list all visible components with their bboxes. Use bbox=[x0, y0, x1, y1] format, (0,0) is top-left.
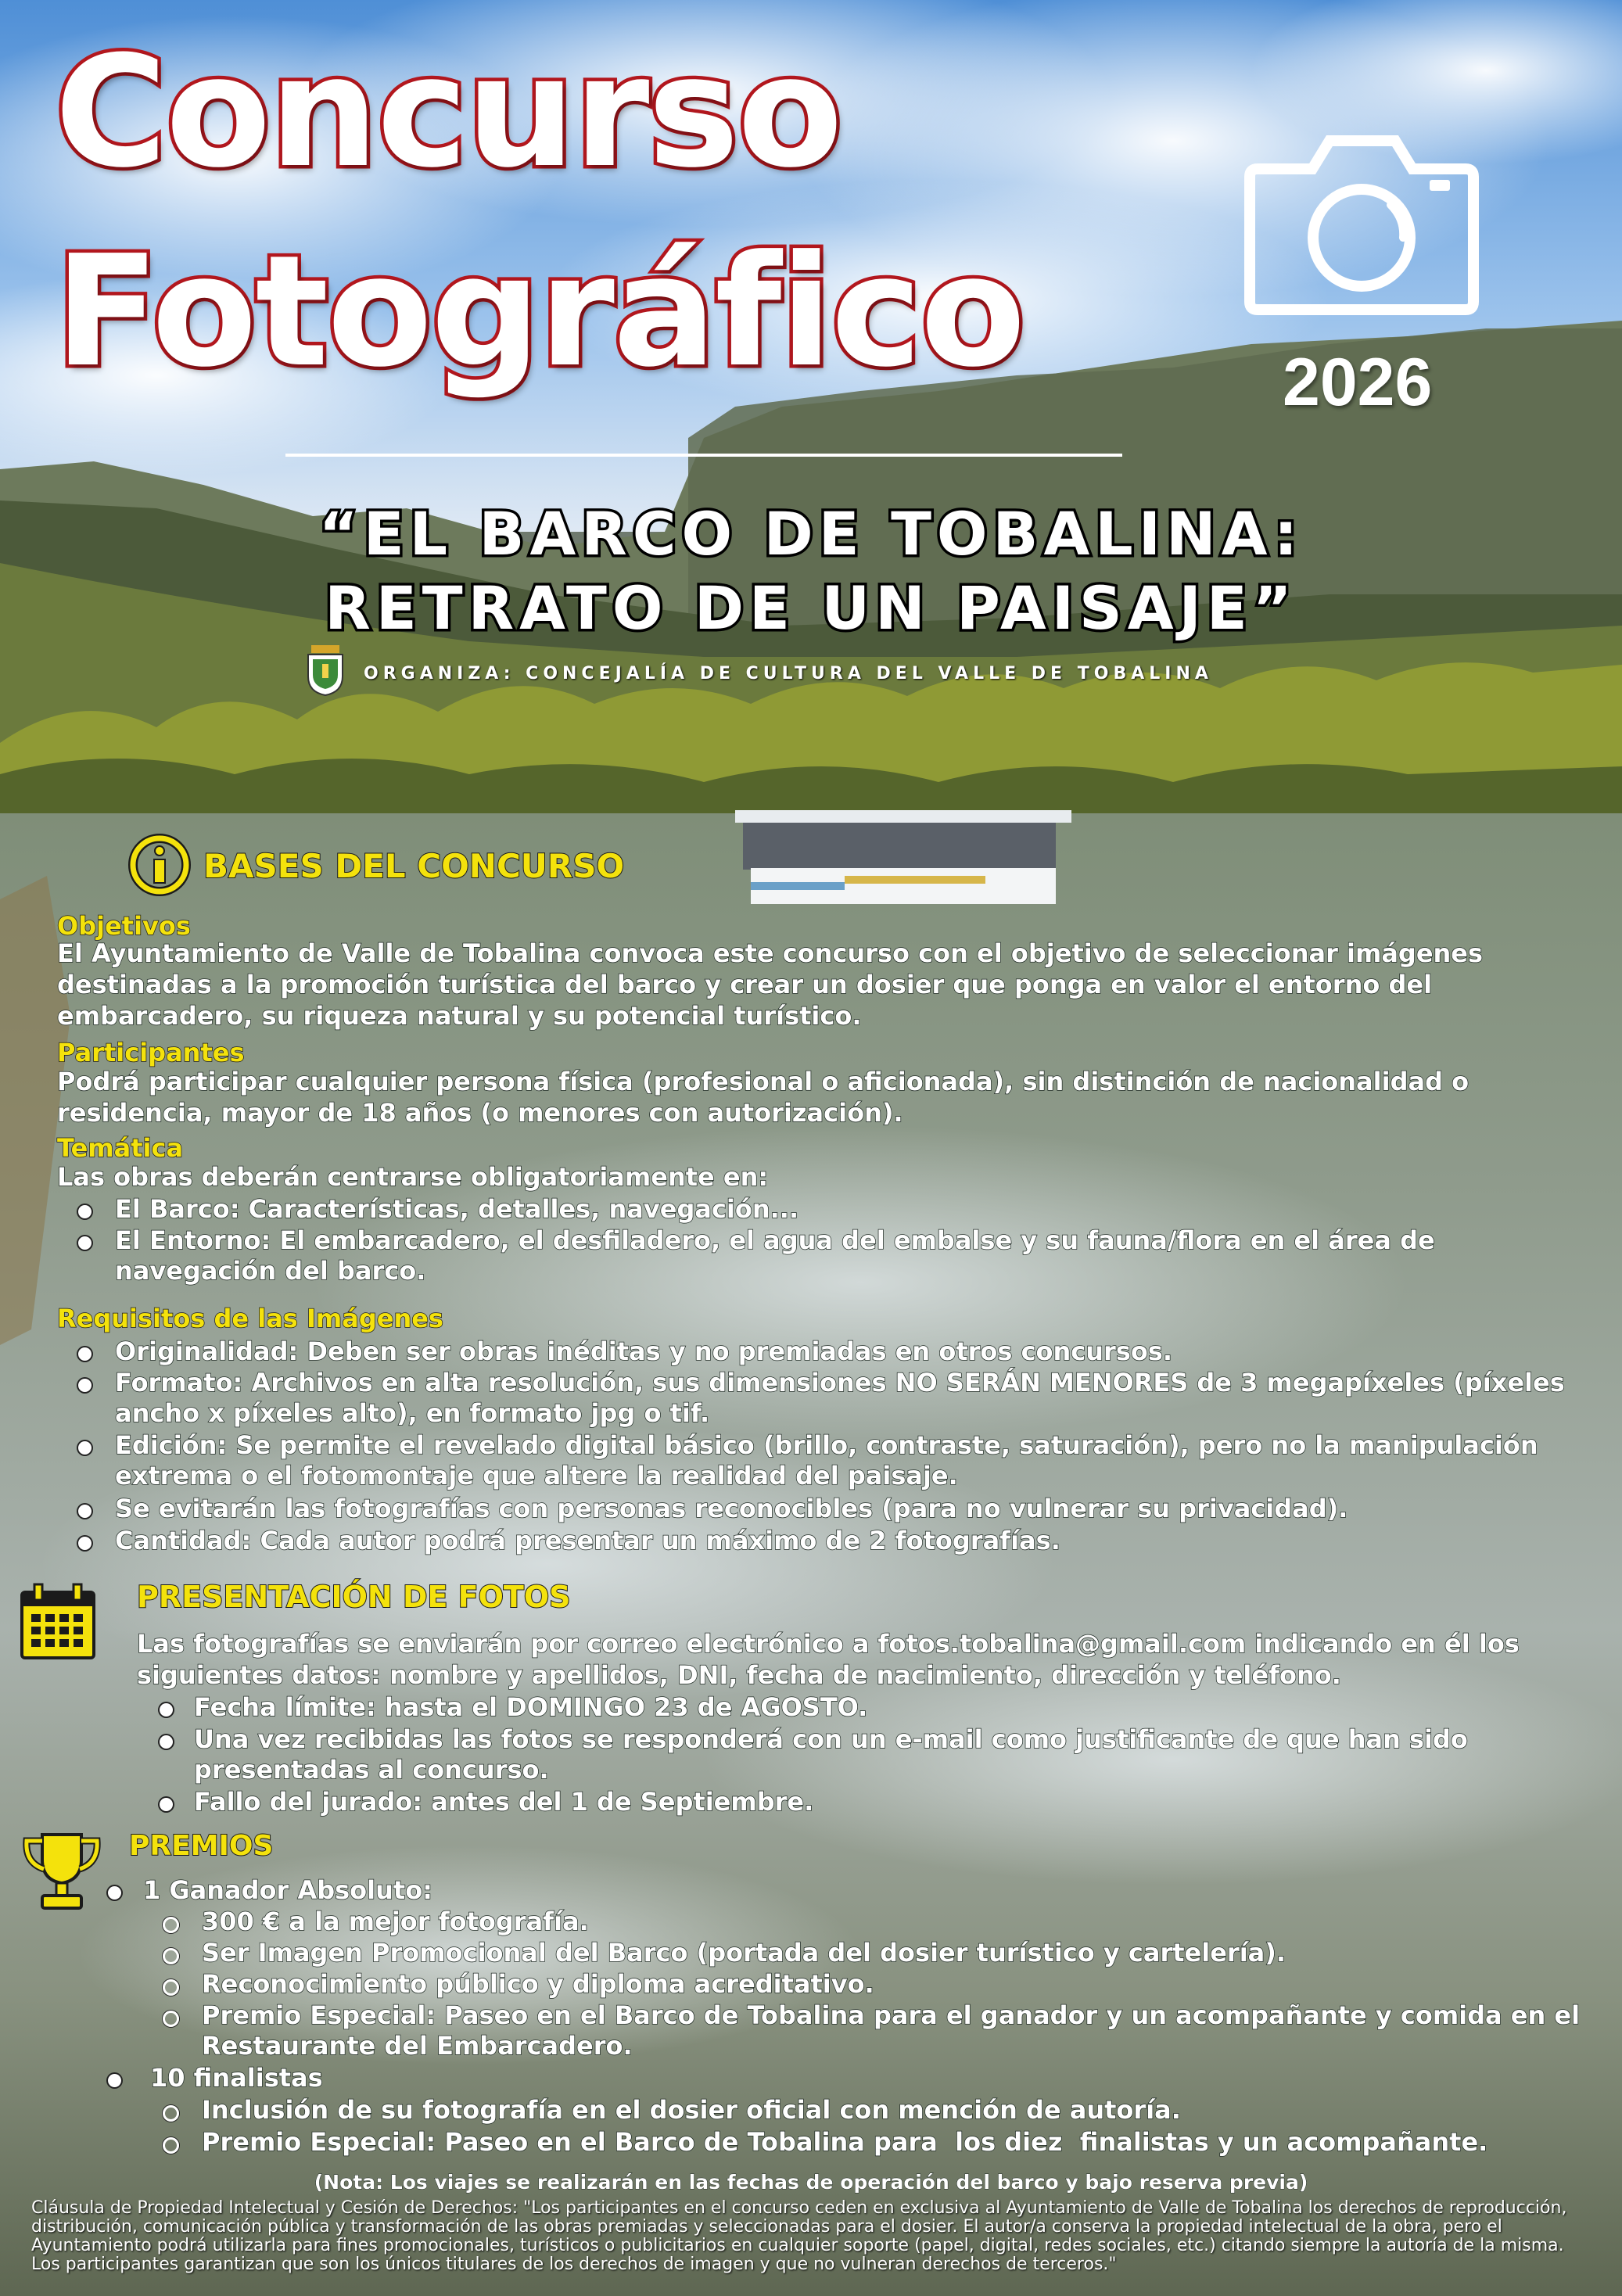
participantes-line-2: residencia, mayor de 18 años (o menores con autorización). bbox=[57, 1098, 903, 1128]
title-line-2: Fotográfico bbox=[55, 223, 1025, 401]
presentacion-item-2-line-1: Una vez recibidas las fotos se responderá con un e-mail como justificante de que han sido bbox=[194, 1724, 1468, 1754]
bullet bbox=[160, 1703, 173, 1717]
tematica-item-1: El Barco: Características, detalles, navegación... bbox=[115, 1194, 799, 1224]
bullet bbox=[163, 2011, 179, 2027]
premios-heading: PREMIOS bbox=[129, 1830, 274, 1862]
presentacion-item-2-line-2: presentadas al concurso. bbox=[194, 1755, 549, 1785]
premios-ganador-item-4-line-1: Premio Especial: Paseo en el Barco de Tobalina para el ganador y un acompañante y comida en el bbox=[202, 2000, 1581, 2030]
bullet bbox=[163, 1979, 179, 1996]
bases-heading: BASES DEL CONCURSO bbox=[203, 847, 625, 885]
presentacion-item-1: Fecha límite: hasta el DOMINGO 23 de AGOSTO. bbox=[194, 1692, 868, 1722]
requisitos-item-1: Originalidad: Deben ser obras inéditas y no premiadas en otros concursos. bbox=[115, 1336, 1173, 1366]
tematica-intro: Las obras deberán centrarse obligatoriamente en: bbox=[57, 1162, 769, 1192]
premios-note: (Nota: Los viajes se realizarán en las fechas de operación del barco y bajo reserva previa) bbox=[314, 2171, 1308, 2194]
subtitle-line-2: RETRATO DE UN PAISAJE” bbox=[325, 573, 1297, 643]
coat-of-arms-icon bbox=[305, 645, 346, 697]
premios-ganador-item-2: Ser Imagen Promocional del Barco (portada del dosier turístico y cartelería). bbox=[202, 1938, 1286, 1968]
bullet bbox=[78, 1347, 92, 1361]
premios-finalistas: 10 finalistas bbox=[150, 2063, 323, 2093]
title-line-1: Concurso bbox=[55, 23, 842, 202]
calendar-icon bbox=[17, 1581, 99, 1663]
presentacion-intro-line-1: Las fotografías se enviarán por correo electrónico a fotos.tobalina@gmail.com indicando en él los bbox=[137, 1629, 1520, 1659]
objetivos-line-3: embarcadero, su riqueza natural y su potencial turístico. bbox=[57, 1001, 862, 1031]
tematica-item-2-line-2: navegación del barco. bbox=[115, 1256, 426, 1286]
subtitle-line-1: “EL BARCO DE TOBALINA: bbox=[318, 499, 1304, 569]
objetivos-line-2: destinadas a la promoción turística del barco y crear un dosier que ponga en valor el entorno del bbox=[57, 970, 1433, 999]
bullet bbox=[160, 1735, 173, 1749]
tematica-heading: Temática bbox=[57, 1133, 184, 1163]
presentacion-item-3: Fallo del jurado: antes del 1 de Septiembre. bbox=[194, 1787, 814, 1817]
objetivos-heading: Objetivos bbox=[57, 911, 191, 941]
bullet bbox=[78, 1236, 92, 1250]
bullet bbox=[78, 1505, 92, 1518]
requisitos-item-4: Se evitarán las fotografías con personas reconocibles (para no vulnerar su privacidad). bbox=[115, 1494, 1348, 1523]
premios-ganador-item-3: Reconocimiento público y diploma acreditativo. bbox=[202, 1969, 874, 1999]
participantes-line-1: Podrá participar cualquier persona física (profesional o aficionada), sin distinción de nacionalidad o bbox=[57, 1067, 1469, 1096]
requisitos-item-2-line-1: Formato: Archivos en alta resolución, sus dimensiones NO SERÁN MENORES de 3 megapíxeles (píxeles bbox=[115, 1368, 1565, 1397]
year-label: 2026 bbox=[1283, 345, 1433, 420]
premios-ganador-item-4-line-2: Restaurante del Embarcadero. bbox=[202, 2031, 633, 2061]
bullet bbox=[78, 1441, 92, 1455]
bullet bbox=[78, 1379, 92, 1392]
requisitos-item-3-line-1: Edición: Se permite el revelado digital básico (brillo, contraste, saturación), pero no la manipulación bbox=[115, 1430, 1538, 1460]
bullet bbox=[163, 2105, 179, 2122]
objetivos-line-1: El Ayuntamiento de Valle de Tobalina convoca este concurso con el objetivo de seleccionar imágenes bbox=[57, 938, 1484, 968]
bullet bbox=[163, 1917, 179, 1933]
premios-ganador: 1 Ganador Absoluto: bbox=[143, 1875, 432, 1905]
participantes-heading: Participantes bbox=[57, 1038, 245, 1067]
title-underline bbox=[285, 454, 1122, 457]
premios-ganador-item-1: 300 € a la mejor fotografía. bbox=[202, 1907, 589, 1936]
presentacion-heading: PRESENTACIÓN DE FOTOS bbox=[137, 1580, 571, 1614]
bullet bbox=[78, 1537, 92, 1550]
trophy-icon bbox=[19, 1828, 105, 1913]
bullet bbox=[108, 2074, 121, 2087]
requisitos-item-3-line-2: extrema o el fotomontaje que altere la realidad del paisaje. bbox=[115, 1461, 958, 1491]
organiza-label: ORGANIZA: CONCEJALÍA DE CULTURA DEL VALLE DE TOBALINA bbox=[364, 664, 1213, 683]
info-circle-icon bbox=[128, 834, 191, 896]
boat-photo bbox=[735, 810, 1071, 904]
bullet bbox=[163, 1948, 179, 1964]
legal-footer: Cláusula de Propiedad Intelectual y Cesión de Derechos: "Los participantes en el concurso ceden en exclusiva al Ayuntamiento de Valle de Tobalina los derechos de reproducción, distribución, comunicación pública y transformación de las obras premiadas y seleccionadas para el dosier. El autor/a conserva la propiedad intelectual de la obra, pero el Ayuntamiento podrá utilizarla para fines promocionales, turísticos o publicitarios en cualquier soporte (papel, digital, redes sociales, etc.) citando siempre la autoría de la misma. Los participantes garantizan que son los únicos titulares de los derechos de imagen y que no vulneran derechos de terceros." bbox=[31, 2198, 1567, 2274]
requisitos-heading: Requisitos de las Imágenes bbox=[57, 1304, 443, 1333]
tematica-item-2-line-1: El Entorno: El embarcadero, el desfiladero, el agua del embalse y su fauna/flora en el área de bbox=[115, 1225, 1435, 1255]
requisitos-item-5: Cantidad: Cada autor podrá presentar un máximo de 2 fotografías. bbox=[115, 1526, 1060, 1555]
premios-finalistas-item-2: Premio Especial: Paseo en el Barco de Tobalina para los diez finalistas y un acompañante. bbox=[202, 2127, 1488, 2157]
camera-icon bbox=[1242, 133, 1481, 317]
bullet bbox=[78, 1205, 92, 1218]
bullet bbox=[160, 1798, 173, 1811]
requisitos-item-2-line-2: ancho x píxeles alto), en formato jpg o tif. bbox=[115, 1398, 710, 1428]
bullet bbox=[108, 1886, 121, 1900]
presentacion-intro-line-2: siguientes datos: nombre y apellidos, DNI, fecha de nacimiento, dirección y teléfono. bbox=[137, 1660, 1341, 1690]
bullet bbox=[163, 2137, 179, 2154]
premios-finalistas-item-1: Inclusión de su fotografía en el dosier oficial con mención de autoría. bbox=[202, 2095, 1181, 2125]
